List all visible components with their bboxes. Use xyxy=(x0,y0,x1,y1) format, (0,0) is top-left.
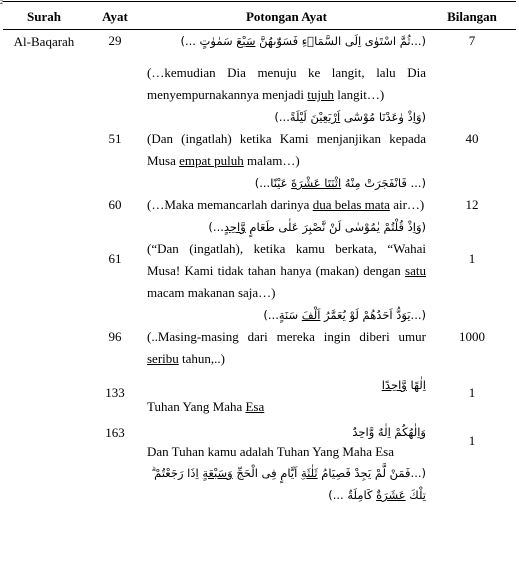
count-value: 40 xyxy=(465,131,479,146)
ayat-number: 96 xyxy=(108,329,122,344)
corner-mark: 2 xyxy=(0,0,3,6)
translation-text: (…kemudian Dia menuju ke langit, lalu Dia menyempurnakannya menjadi tujuh langit…) xyxy=(147,65,426,102)
ayat-number: 29 xyxy=(108,33,122,48)
fragment-cell xyxy=(145,370,428,418)
fragment-cell xyxy=(145,30,428,107)
translation-text: (Dan (ingatlah) ketika Kami menjanjikan kepada Musa empat puluh malam…) xyxy=(147,131,426,168)
count-value: 1 xyxy=(468,251,476,266)
table-row xyxy=(3,30,516,107)
count-value: 1 xyxy=(468,385,476,400)
arabic-text-2: (...فَمَنْ لَّمْ يَجِدْ فَصِيَامُ ثَلٰثَةِ اَيَّامٍ فِى الْحَجِّ وَسَبْعَةٍ اِذَا رَجَعْتُمْ ۗ تِلْكَ عَشَرَةٌ كَامِلَةٌ ...) xyxy=(151,466,426,502)
ayat-number: 163 xyxy=(105,425,125,440)
count-value: 1 xyxy=(468,433,476,448)
translation-text: Tuhan Yang Maha Esa xyxy=(147,399,265,414)
count-value: 7 xyxy=(468,33,476,48)
fragment-cell xyxy=(145,172,428,216)
fragment-cell xyxy=(145,418,428,506)
header-count: Bilangan xyxy=(428,2,516,30)
surah-name: Al-Baqarah xyxy=(13,34,75,49)
translation-text: Dan Tuhan kamu adalah Tuhan Yang Maha Esa xyxy=(147,444,394,459)
arabic-text: (وَاِذْ قُلْتُمْ يٰمُوْسٰى لَنْ نَّصْبِرَ عَلٰى طَعَامٍ وَّاحِدٍ...) xyxy=(208,220,426,234)
translation-text: (..Masing-masing dari mereka ingin diberi umur seribu tahun,..) xyxy=(147,329,426,366)
ayat-number: 51 xyxy=(108,131,122,146)
table-header-row xyxy=(3,2,516,30)
ayat-number: 61 xyxy=(108,251,122,266)
translation-text: (“Dan (ingatlah), ketika kamu berkata, “Wahai Musa! Kami tidak tahan hanya (makan) dengan satu macam makanan saja…) xyxy=(147,241,426,300)
ayat-number: 133 xyxy=(105,385,125,400)
arabic-text: وَاِلٰهُكُمْ اِلٰهٌ وَّاحِدٌ xyxy=(352,425,426,439)
ayat-table xyxy=(3,1,516,506)
ayat-number: 60 xyxy=(108,197,122,212)
arabic-text: اِلٰهًا وَّاحِدًا xyxy=(381,378,426,392)
fragment-cell xyxy=(145,106,428,172)
header-surah: Surah xyxy=(3,2,85,30)
arabic-text: (وَاِذْ وٰعَدْنَا مُوْسٰٓى اَرْبَعِيْنَ لَيْلَةً...) xyxy=(274,110,426,124)
translation-text: (…Maka memancarlah darinya dua belas mata air…) xyxy=(147,197,425,212)
count-value: 1000 xyxy=(459,329,485,344)
arabic-text: (...يَوَدُّ اَحَدُهُمْ لَوْ يُعَمَّرُ اَلْفَ سَنَةٍ...) xyxy=(263,308,426,322)
header-ayat: Ayat xyxy=(85,2,145,30)
arabic-text: (... فَانْفَجَرَتْ مِنْهُ اثْنَتَا عَشْرَةَ عَيْنًا...) xyxy=(254,176,426,190)
count-value: 12 xyxy=(465,197,479,212)
arabic-text: (...ثُمَّ اسْتَوٰى اِلَى السَّمَاۤءِ فَسَوّٰىهُنَّ سَبْعَ سَمٰوٰتٍ ...) xyxy=(180,34,426,48)
fragment-cell xyxy=(145,304,428,370)
header-fragment: Potongan Ayat xyxy=(145,2,428,30)
fragment-cell xyxy=(145,216,428,304)
